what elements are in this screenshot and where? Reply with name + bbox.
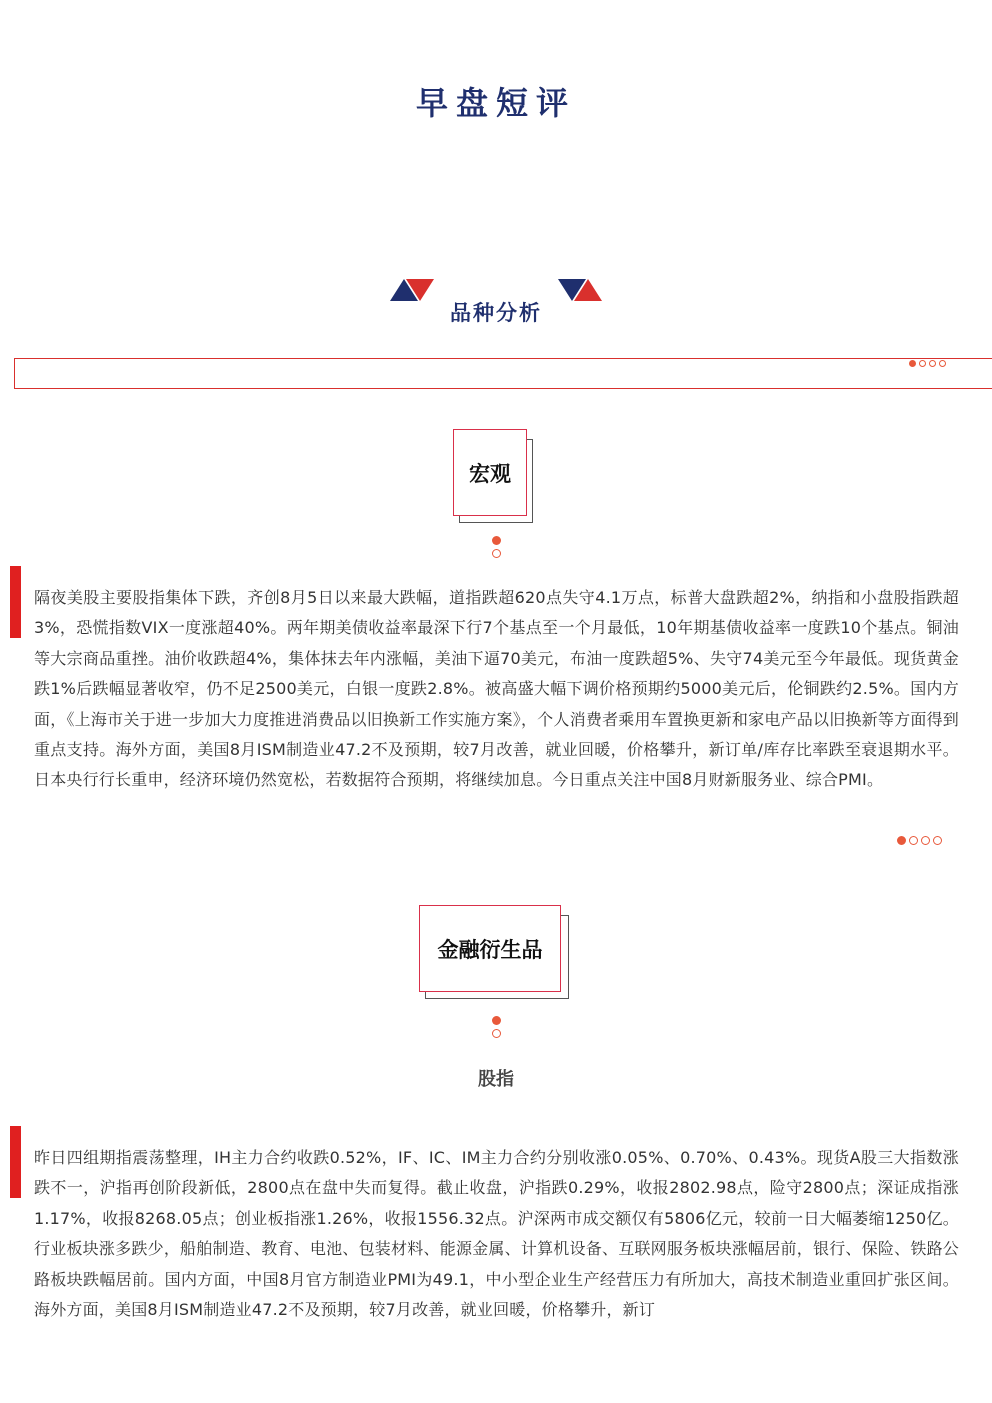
macro-paragraph: 隔夜美股主要股指集体下跌，齐创8月5日以来最大跌幅，道指跌超620点失守4.1万点，标普大盘跌超2%，纳指和小盘股指跌超3%，恐慌指数VIX一度涨超40%。两年期美债收益率最深下行7个基点至一个月最低，10年期基债收益率一度跌10个基点。铜油等大宗商品重挫。油价收跌超4%，集体抹去年内涨幅，美油下逼70美元，布油一度跌超5%、失守74美元至今年最低。现货黄金跌1%后跌幅显著收窄，仍不足2500美元，白银一度跌2.8%。被高盛大幅下调价格预期约5000美元后，伦铜跌约2.5%。国内方面，《上海市关于进一步加大力度推进消费品以旧换新工作实施方案》，个人消费者乘用车置换更新和家电产品以旧换新等方面得到重点支持。海外方面，美国8月ISM制造业47.2不及预期，较7月改善，就业回暖，价格攀升，新订单/库存比率跌至衰退期水平。日本央行行长重申，经济环境仍然宽松，若数据符合预期，将继续加息。今日重点关注中国8月财新服务业、综合PMI。 bbox=[34, 588, 959, 790]
dot-icon bbox=[919, 360, 926, 367]
stock-index-subheading: 股指 bbox=[478, 1069, 514, 1090]
macro-side-accent bbox=[10, 566, 21, 638]
derivatives-paragraph: 昨日四组期指震荡整理，IH主力合约收跌0.52%，IF、IC、IM主力合约分别收涨0.05%、0.70%、0.43%。现货A股三大指数涨跌不一，沪指再创阶段新低，2800点在盘中失而复得。截止收盘，沪指跌0.29%，收报2802.98点，险守2800点；深证成指涨1.17%，收报8268.05点；创业板指涨1.26%，收报1556.32点。沪深两市成交额仅有5806亿元，较前一日大幅萎缩1250亿。行业板块涨多跌少，船舶制造、教育、电池、包装材料、能源金属、计算机设备、互联网服务板块涨幅居前，银行、保险、铁路公路板块跌幅居前。国内方面，中国8月官方制造业PMI为49.1，中小型企业生产经营压力有所加大，高技术制造业重回扩张区间。海外方面，美国8月ISM制造业47.2不及预期，较7月改善，就业回暖，价格攀升，新订 bbox=[34, 1148, 959, 1320]
vertical-dots-icon bbox=[490, 1016, 502, 1042]
report-title: 早盘短评 bbox=[415, 84, 576, 122]
dot-icon bbox=[921, 836, 930, 845]
dot-icon bbox=[929, 360, 936, 367]
macro-box-title: 宏观 bbox=[453, 429, 527, 516]
derivatives-side-accent bbox=[10, 1126, 21, 1198]
dot-icon bbox=[939, 360, 946, 367]
dot-icon bbox=[897, 836, 906, 845]
derivatives-box-title: 金融衍生品 bbox=[419, 905, 561, 992]
dot-ornament-top bbox=[909, 360, 946, 367]
dot-ornament-mid bbox=[897, 836, 942, 845]
dot-icon bbox=[909, 836, 918, 845]
dot-icon bbox=[933, 836, 942, 845]
dot-icon bbox=[909, 360, 916, 367]
section-divider-bar bbox=[14, 358, 992, 389]
section-heading: 品种分析 bbox=[450, 301, 542, 325]
vertical-dots-icon bbox=[490, 536, 502, 562]
